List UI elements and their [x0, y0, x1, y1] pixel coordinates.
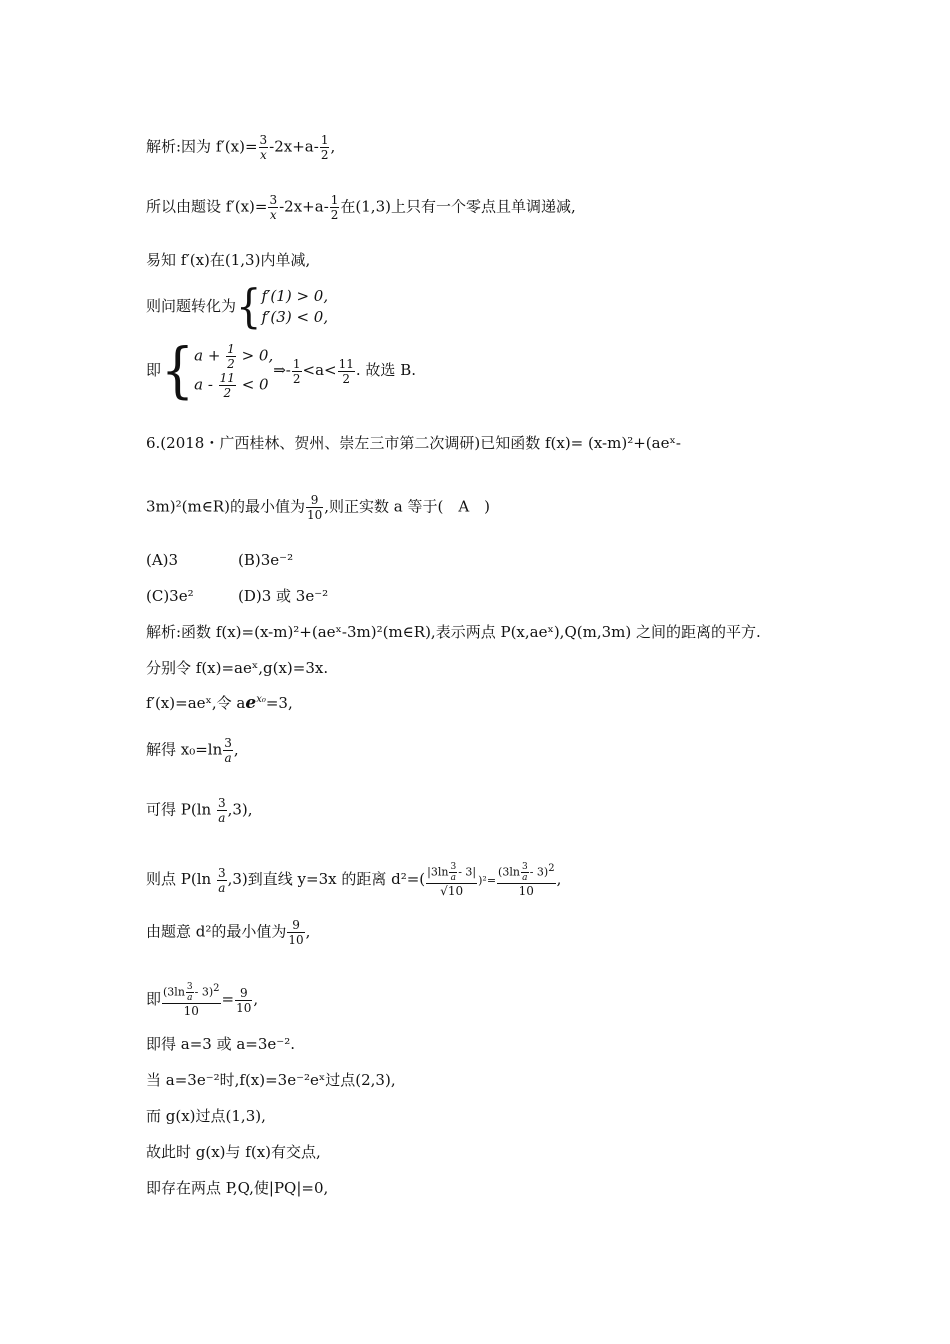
fraction: [521, 862, 529, 883]
numerator: 9: [235, 986, 252, 1001]
numerator: 3: [217, 796, 226, 810]
denominator: a: [224, 751, 232, 765]
numerator: 1: [330, 193, 339, 207]
exponent: 2: [213, 982, 220, 994]
solution-line-system: [146, 336, 416, 406]
denominator: √10: [440, 884, 464, 898]
denominator: 2: [320, 148, 329, 162]
solution-line: [146, 918, 310, 947]
numerator: 3: [259, 133, 268, 147]
solution-line: [146, 692, 293, 714]
denominator: 10: [306, 508, 323, 522]
text-seg: ,: [253, 990, 259, 1008]
text-seg: |3ln: [427, 865, 449, 879]
fraction: [162, 982, 221, 1018]
denominator: a: [187, 993, 193, 1003]
numerator: 9: [306, 493, 323, 508]
fraction: [226, 342, 236, 371]
text-seg: 则问题转化为: [146, 297, 237, 315]
text-seg: 解得 x₀=ln: [146, 740, 223, 759]
option-b: (B)3e⁻²: [238, 551, 294, 569]
text-seg: 解析:因为 f′(x)=: [146, 137, 258, 156]
text-seg: <a<: [302, 361, 337, 379]
text-seg: ,则正实数 a 等于( A ): [324, 497, 491, 516]
solution-intro-line: [146, 133, 335, 162]
fraction: [259, 133, 269, 162]
numerator: 3: [521, 862, 528, 872]
denominator: a: [218, 880, 226, 895]
solution-line: 易知 f′(x)在(1,3)内单减,: [146, 251, 311, 269]
solution-line: [146, 982, 258, 1018]
exponent: 2: [548, 862, 555, 874]
numerator: 11: [219, 371, 235, 385]
text-seg: 即: [146, 990, 162, 1008]
denominator: 2: [227, 357, 235, 371]
denominator: 10: [518, 884, 534, 898]
text-seg: =: [221, 990, 235, 1008]
inequality: [194, 371, 273, 400]
text-seg: ,: [233, 740, 239, 759]
denominator: 10: [288, 933, 304, 947]
solution-line-distance: [146, 862, 561, 898]
solution-line: 当 a=3e⁻²时,f(x)=3e⁻²eˣ过点(2,3),: [146, 1071, 396, 1089]
fraction: [292, 357, 302, 386]
fraction: [217, 796, 227, 825]
fraction: [320, 133, 330, 162]
exponent: x₀: [256, 694, 266, 705]
denominator: 2: [330, 208, 339, 222]
solution-line: [146, 796, 253, 825]
fraction: [235, 986, 252, 1015]
numerator: 3: [450, 862, 457, 872]
text-seg: )²=: [478, 874, 497, 887]
brace: {: [236, 280, 262, 334]
option-d: (D)3 或 3e⁻²: [238, 587, 329, 605]
inequality-system: [194, 342, 273, 400]
solution-line: 而 g(x)过点(1,3),: [146, 1107, 266, 1125]
solution-line: [146, 193, 576, 222]
brace: {: [161, 336, 195, 406]
numerator: 3: [217, 865, 226, 880]
text-seg: f′(x)=aeˣ,令 a: [146, 694, 246, 712]
text-seg: -2x+a-: [279, 197, 329, 216]
text-seg: > 0,: [236, 346, 274, 365]
fraction: [306, 493, 323, 522]
inequality-system: [261, 286, 328, 328]
option-c: (C)3e²: [146, 587, 194, 605]
fraction: [426, 862, 477, 898]
denominator: 10: [183, 1004, 199, 1018]
solution-line: 故此时 g(x)与 f(x)有交点,: [146, 1143, 321, 1161]
solution-line-system: [146, 280, 329, 334]
text-seg: ,3)到直线 y=3x 的距离 d²=(: [227, 870, 426, 888]
numerator: [497, 862, 556, 884]
fraction: [287, 918, 304, 947]
fraction: [330, 193, 340, 222]
text-seg: -2x+a-: [269, 137, 319, 156]
denominator: a: [218, 811, 226, 825]
solution-line: 分别令 f(x)=aeˣ,g(x)=3x.: [146, 659, 329, 677]
solution-line: 即得 a=3 或 a=3e⁻².: [146, 1035, 295, 1053]
question-6-stem-cont: [146, 493, 490, 522]
text-seg: 3m)²(m∈R)的最小值为: [146, 497, 305, 516]
text-seg: - 3): [194, 985, 214, 999]
numerator: 1: [227, 342, 235, 356]
text-seg: ,: [305, 922, 311, 941]
denominator: 2: [223, 386, 232, 400]
text-seg: =3,: [265, 694, 293, 712]
numerator: 3: [224, 736, 232, 750]
denominator: 2: [342, 371, 351, 386]
numerator: 11: [338, 356, 354, 371]
text-seg: 可得 P(ln: [146, 800, 216, 819]
denominator: 10: [236, 1000, 252, 1015]
inequality: f′(1) > 0,: [261, 287, 329, 305]
text-seg: ,: [556, 870, 562, 888]
text-seg: 由题意 d²的最小值为: [146, 922, 287, 941]
fraction: [223, 736, 233, 765]
inequality: [194, 342, 273, 371]
solution-line: 解析:函数 f(x)=(x-m)²+(aeˣ-3m)²(m∈R),表示两点 P(x,aeˣ),Q(m,3m) 之间的距离的平方.: [146, 623, 761, 641]
inequality: f′(3) < 0,: [261, 308, 329, 326]
option-a: (A)3: [146, 551, 179, 569]
numerator: 3: [186, 982, 193, 992]
denominator: x: [269, 208, 277, 222]
text-seg: ,: [330, 137, 336, 156]
text-seg: 则点 P(ln: [146, 870, 216, 888]
text-seg: a +: [194, 346, 226, 365]
text-seg: a -: [194, 375, 218, 394]
fraction: [497, 862, 556, 898]
solution-line: [146, 736, 239, 765]
text-seg: < 0: [236, 375, 269, 394]
numerator: 1: [292, 356, 301, 371]
denominator: a: [522, 873, 528, 883]
text-seg: 所以由题设 f′(x)=: [146, 197, 268, 216]
text-seg: (3ln: [163, 985, 185, 999]
text-seg: . 故选 B.: [355, 361, 416, 379]
numerator: [426, 862, 477, 884]
text-seg: ,3),: [227, 800, 253, 819]
numerator: [162, 982, 221, 1004]
numerator: 9: [287, 918, 304, 933]
denominator: x: [259, 148, 267, 162]
text-seg: 在(1,3)上只有一个零点且单调递减,: [340, 197, 576, 216]
fraction: [186, 982, 194, 1003]
numerator: 1: [320, 133, 329, 147]
numerator: 3: [269, 193, 278, 207]
text-seg: (3ln: [498, 865, 520, 879]
text-seg: ⇒-: [273, 361, 291, 379]
fraction: [219, 371, 236, 400]
solution-line: 即存在两点 P,Q,使|PQ|=0,: [146, 1179, 329, 1197]
fraction: [268, 193, 278, 222]
math-e: e: [245, 693, 257, 713]
text-seg: - 3|: [458, 865, 477, 879]
text-seg: 即: [146, 361, 162, 379]
text-seg: - 3): [529, 865, 549, 879]
fraction: [449, 862, 457, 883]
denominator: 2: [292, 371, 301, 386]
fraction: [217, 866, 227, 895]
question-6-stem: 6.(2018・广西桂林、贺州、崇左三市第二次调研)已知函数 f(x)= (x-m)²+(aeˣ-: [146, 434, 681, 452]
fraction: [338, 357, 355, 386]
denominator: a: [450, 873, 457, 883]
